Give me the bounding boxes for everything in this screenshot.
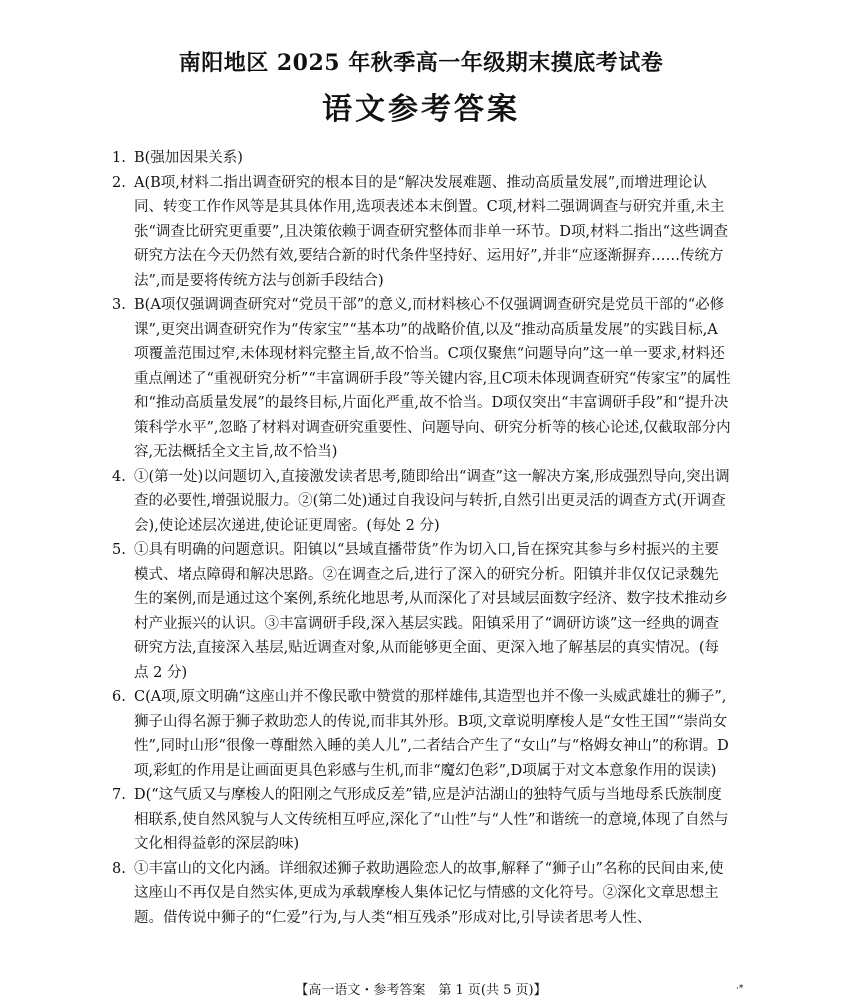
page-footer: 【高一语文・参考答案 第 1 页(共 5 页)】 [295,983,547,998]
answer-text: ①具有明确的问题意识。阳镇以“县域直播带货”作为切入口,旨在探究其参与乡村振兴的主要模式、堵点障碍和解决思路。②在调查之后,进行了深入的研究分析。阳镇并非仅仅记录魏先生的案例,而是通过这个案例,系统化地思考,从而深化了对县域层面数字经济、数字技术推动乡村产业振兴的认识。③丰富调研手段,深入基层实践。阳镇采用了“调研访谈”这一经典的调查研究方法,直接深入基层,贴近调查对象,从而能够更全面、更深入地了解基层的真实情况。(每点 2 分) [134,542,728,681]
answer-number: 5. [112,542,126,558]
answer-number: 2. [112,174,126,191]
answer-number: 3. [112,297,126,313]
answer-number: 8. [112,860,126,877]
exam-title: 南阳地区 2025 年秋季高一年级期末摸底考试卷 [178,50,664,76]
answer-item [112,146,732,171]
answer-item [112,465,732,539]
footer-mark: ·* [736,984,744,994]
answer-list [112,146,732,930]
answer-text: ①丰富山的文化内涵。详细叙述狮子救助遇险恋人的故事,解释了“狮子山”名称的民间由来,使这座山不再仅是自然实体,更成为承载摩梭人集体记忆与情感的文化符号。②深化文章思想主题。借传说中狮子的“仁爱”行为,与人类“相互残杀”形成对比,引导读者思考人性、 [134,860,724,926]
answer-number: 7. [112,787,126,803]
answer-item [112,293,732,465]
answer-text: ①(第一处)以问题切入,直接激发读者思考,随即给出“调查”这一解决方案,形成强烈导向,突出调查的必要性,增强说服力。②(第二处)通过自我设问与转折,自然引出更灵活的调查方式(开调查会),使论述层次递进,使论证更周密。(每处 2 分) [134,468,730,534]
answer-item [112,538,732,685]
answer-number: 6. [112,689,126,705]
answer-text: C(A项,原文明确“这座山并不像民歌中赞赏的那样雄伟,其造型也并不像一头威武雄壮的狮子”,狮子山得名源于狮子救助恋人的传说,而非其外形。B项,文章说明摩梭人是“女性王国”“崇尚女性”,同时山形“很像一尊酣然入睡的美人儿”,二者结合产生了“女山”与“格姆女神山”的称谓。D项,彩虹的作用是让画面更具色彩感与生机,而非“魔幻色彩”,D项属于对文本意象作用的误读) [134,689,729,779]
answer-text: D(“这气质又与摩梭人的阳刚之气形成反差”错,应是泸沽湖山的独特气质与当地母系氏族制度相联系,使自然风貌与人文传统相互呼应,深化了“山性”与“人性”和谐统一的意境,体现了自然与文化相得益彰的深层韵味) [134,787,729,852]
answer-item [112,171,732,294]
answer-text: B(强加因果关系) [134,150,243,166]
answer-key-title: 语文参考答案 [322,92,520,127]
answer-item [112,857,732,931]
answer-item [112,685,732,783]
answer-text: B(A项仅强调调查研究对“党员干部”的意义,而材料核心不仅强调调查研究是党员干部的“必修课”,更突出调查研究作为“传家宝”“基本功”的战略价值,以及“推动高质量发展”的实践目标,A项覆盖范围过窄,未体现材料完整主旨,故不恰当。C项仅聚焦“问题导向”这一单一要求,材料还重点阐述了“重视研究分析”“丰富调研手段”等关键内容,且C项未体现调查研究“传家宝”的属性和“推动高质量发展”的最终目标,片面化严重,故不恰当。D项仅突出“丰富调研手段”和“提升决策科学水平”,忽略了材料对调查研究重要性、问题导向、研究分析等的核心论述,仅截取部分内容,无法概括全文主旨,故不恰当) [134,297,731,460]
answer-item [112,783,732,857]
answer-number: 4. [112,468,126,485]
answer-text: A(B项,材料二指出调查研究的根本目的是“解决发展难题、推动高质量发展”,而增进理论认同、转变工作作风等是其具体作用,选项表述本末倒置。C项,材料二强调调查与研究并重,未主张“调查比研究更重要”,且决策依赖于调查研究整体而非单一环节。D项,材料二指出“这些调查研究方法在今天仍然有效,要结合新的时代条件坚持好、运用好”,并非“应逐渐摒弃……传统方法”,而是要将传统方法与创新手段结合) [134,174,729,289]
answer-number: 1. [112,150,126,166]
